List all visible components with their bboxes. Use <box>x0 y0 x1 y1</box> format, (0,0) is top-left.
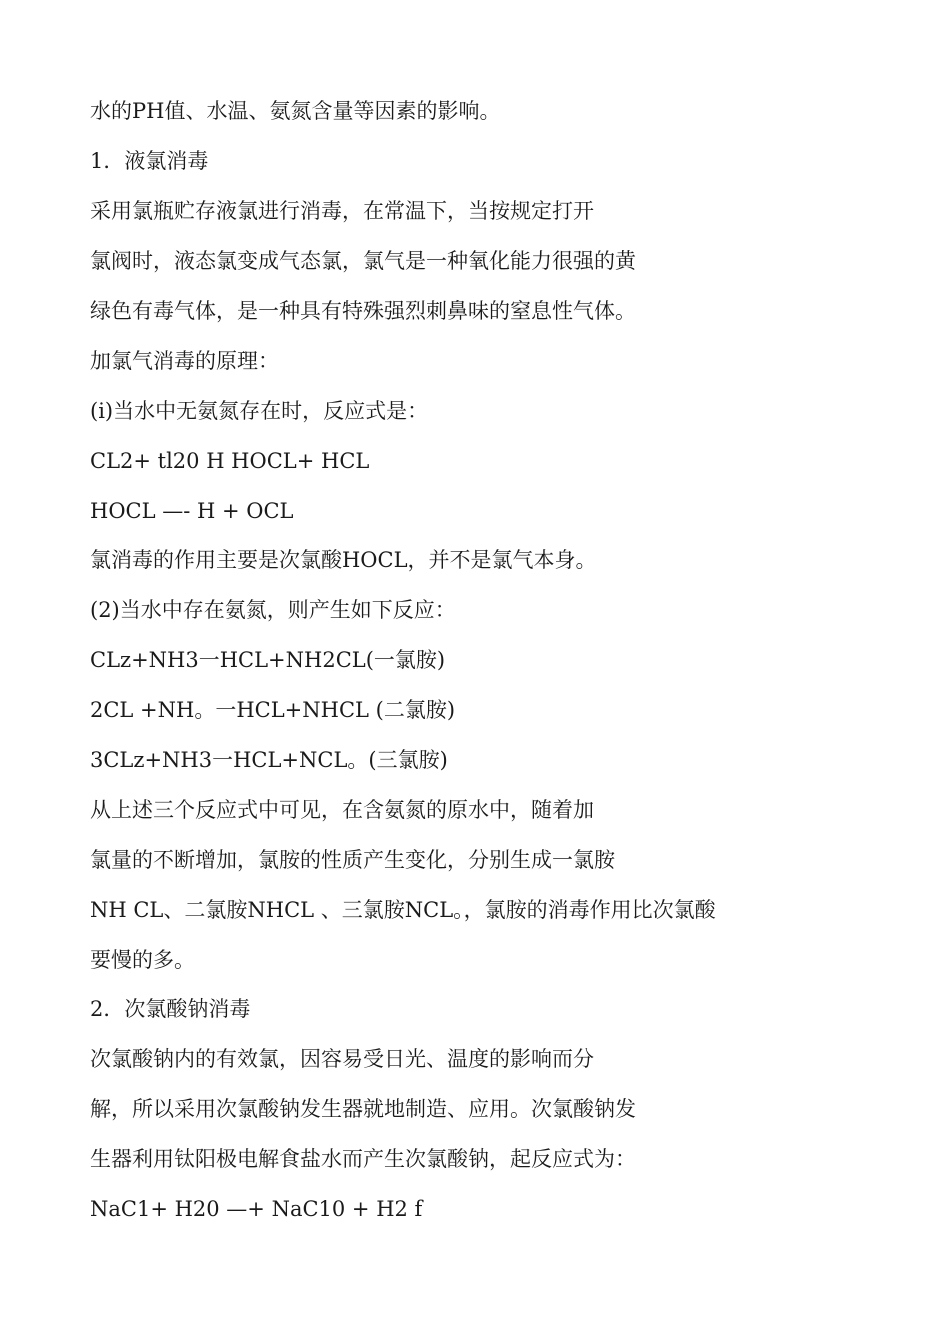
formula-line: 3CLz+NH3一HCL+NCL。(三氯胺) <box>90 748 448 772</box>
text-line: 水的PH值、水温、氨氮含量等因素的影响。 <box>90 99 501 123</box>
formula-line: NaC1+ H20 —+ NaC10 + H2 f <box>90 1197 423 1221</box>
formula-line: CLz+NH3一HCL+NH2CL(一氯胺) <box>90 648 446 672</box>
text-line: 绿色有毒气体，是一种具有特殊强烈刺鼻味的窒息性气体。 <box>90 299 636 323</box>
text-line: 加氯气消毒的原理： <box>90 349 279 373</box>
text-line: NH CL、二氯胺NHCL 、三氯胺NCL。，氯胺的消毒作用比次氯酸 <box>90 898 716 922</box>
text-line: 生器利用钛阳极电解食盐水而产生次氯酸钠，起反应式为： <box>90 1147 636 1171</box>
formula-line: 2CL +NH。一HCL+NHCL (二氯胺) <box>90 698 456 722</box>
section-heading: 2．次氯酸钠消毒 <box>90 997 251 1021</box>
text-line: (i)当水中无氨氮存在时，反应式是： <box>90 399 429 423</box>
formula-line: CL2+ tl20 H HOCL+ HCL <box>90 449 370 473</box>
section-heading: 1．液氯消毒 <box>90 149 209 173</box>
text-line: 要慢的多。 <box>90 948 195 972</box>
text-line: (2)当水中存在氨氮，则产生如下反应： <box>90 598 456 622</box>
text-line: 次氯酸钠内的有效氯，因容易受日光、温度的影响而分 <box>90 1047 594 1071</box>
text-line: 氯消毒的作用主要是次氯酸HOCL，并不是氯气本身。 <box>90 548 597 572</box>
text-line: 氯阀时，液态氯变成气态氯，氯气是一种氧化能力很强的黄 <box>90 249 636 273</box>
text-line: 解，所以采用次氯酸钠发生器就地制造、应用。次氯酸钠发 <box>90 1097 636 1121</box>
text-line: 氯量的不断增加，氯胺的性质产生变化，分别生成一氯胺 <box>90 848 615 872</box>
formula-line: HOCL —- H + OCL <box>90 499 294 523</box>
text-line: 采用氯瓶贮存液氯进行消毒，在常温下，当按规定打开 <box>90 199 594 223</box>
text-line: 从上述三个反应式中可见，在含氨氮的原水中，随着加 <box>90 798 594 822</box>
